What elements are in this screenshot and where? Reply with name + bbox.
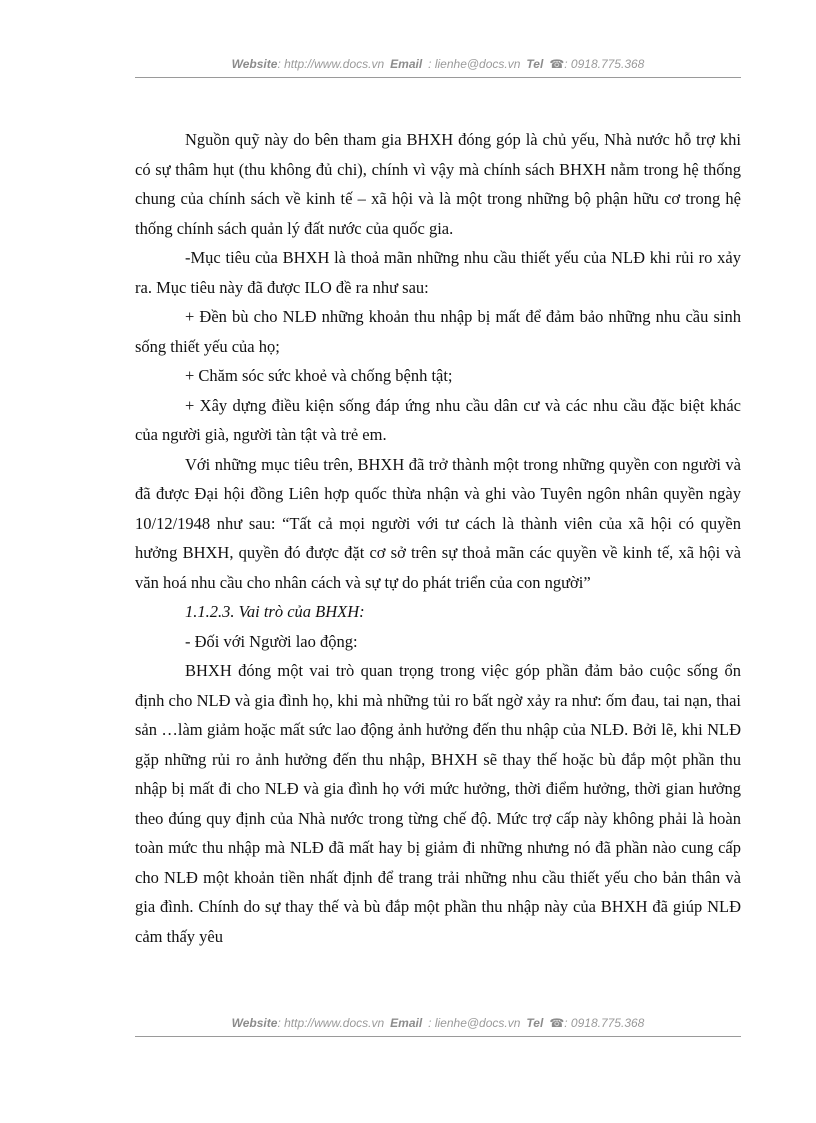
footer-website-label: Website <box>231 1016 278 1030</box>
paragraph-1: Nguồn quỹ này do bên tham gia BHXH đóng góp là chủ yếu, Nhà nước hỗ trợ khi có sự thâm hụt (thu không đủ chi), chính vì vậy mà chính sách BHXH nằm trong hệ thống chung của chính sách về kinh tế – xã hội và là một trong những bộ phận hữu cơ trong hệ thống chính sách quản lý đất nước của quốc gia. <box>135 130 741 238</box>
page-footer <box>135 1016 741 1030</box>
paragraph-8: BHXH đóng một vai trò quan trọng trong việc góp phần đảm bảo cuộc sống ổn định cho NLĐ và gia đình họ, khi mà những tủi ro bất ngờ xảy ra như: ốm đau, tai nạn, thai sản …làm giảm hoặc mất sức lao động ảnh hưởng đến thu nhập của NLĐ. Bởi lẽ, khi NLĐ gặp những rủi ro ảnh hưởng đến thu nhập, BHXH sẽ thay thế hoặc bù đắp một phần thu nhập bị mất đi cho NLĐ và gia đình họ với mức hưởng, thời điểm hưởng, thời gian hưởng theo đúng quy định của Nhà nước trong từng chế độ. Mức trợ cấp này không phải là hoàn toàn mức thu nhập mà NLĐ đã mất hay bị giảm đi những nhưng nó đã phần nào cung cấp cho NLĐ một khoản tiền nhất định để trang trải những nhu cầu thiết yếu cho bản thân và gia đình. Chính do sự thay thế và bù đắp một phần thu nhập này của BHXH đã giúp NLĐ cảm thấy yêu <box>135 661 741 946</box>
footer-divider <box>135 1036 741 1037</box>
footer-tel-value: : 0918.775.368 <box>564 1016 645 1030</box>
footer-email-label: Email <box>390 1016 423 1030</box>
header-email-value[interactable]: : lienhe@docs.vn <box>428 57 521 71</box>
header-tel-label: Tel <box>526 57 544 71</box>
paragraph-4: + Chăm sóc sức khoẻ và chống bệnh tật; <box>185 366 453 385</box>
header-website-url[interactable]: : http://www.docs.vn <box>277 57 385 71</box>
paragraph-2: -Mục tiêu của BHXH là thoả mãn những nhu cầu thiết yếu của NLĐ khi rủi ro xảy ra. Mục tiêu này đã được ILO đề ra như sau: <box>135 248 741 297</box>
footer-tel-label: Tel <box>526 1016 544 1030</box>
footer-email-value[interactable]: : lienhe@docs.vn <box>428 1016 521 1030</box>
paragraph-3: + Đền bù cho NLĐ những khoản thu nhập bị mất để đảm bảo những nhu cầu sinh sống thiết yếu của họ; <box>135 307 741 356</box>
header-tel-value: : 0918.775.368 <box>564 57 645 71</box>
paragraph-7: - Đối với Người lao động: <box>185 631 358 651</box>
document-body <box>135 125 741 951</box>
header-website-label: Website <box>231 57 278 71</box>
section-heading: 1.1.2.3. Vai trò của BHXH: <box>185 602 365 621</box>
header-email-label: Email <box>390 57 423 71</box>
paragraph-6: Với những mục tiêu trên, BHXH đã trở thành một trong những quyền con người và đã được Đại hội đồng Liên hợp quốc thừa nhận và ghi vào Tuyên ngôn nhân quyền ngày 10/12/1948 như sau: “Tất cả mọi người với tư cách là thành viên của xã hội có quyền hưởng BHXH, quyền đó được đặt cơ sở trên sự thoả mãn các quyền về kinh tế, xã hội và văn hoá nhu cầu cho nhân cách và sự tự do phát triển của con người” <box>135 454 741 592</box>
phone-icon: ☎ <box>549 57 565 71</box>
phone-icon: ☎ <box>549 1016 565 1030</box>
paragraph-5: + Xây dựng điều kiện sống đáp ứng nhu cầu dân cư và các nhu cầu đặc biệt khác của người già, người tàn tật và trẻ em. <box>135 395 741 444</box>
footer-website-url[interactable]: : http://www.docs.vn <box>277 1016 385 1030</box>
header-divider <box>135 77 741 78</box>
page-header <box>135 57 741 71</box>
